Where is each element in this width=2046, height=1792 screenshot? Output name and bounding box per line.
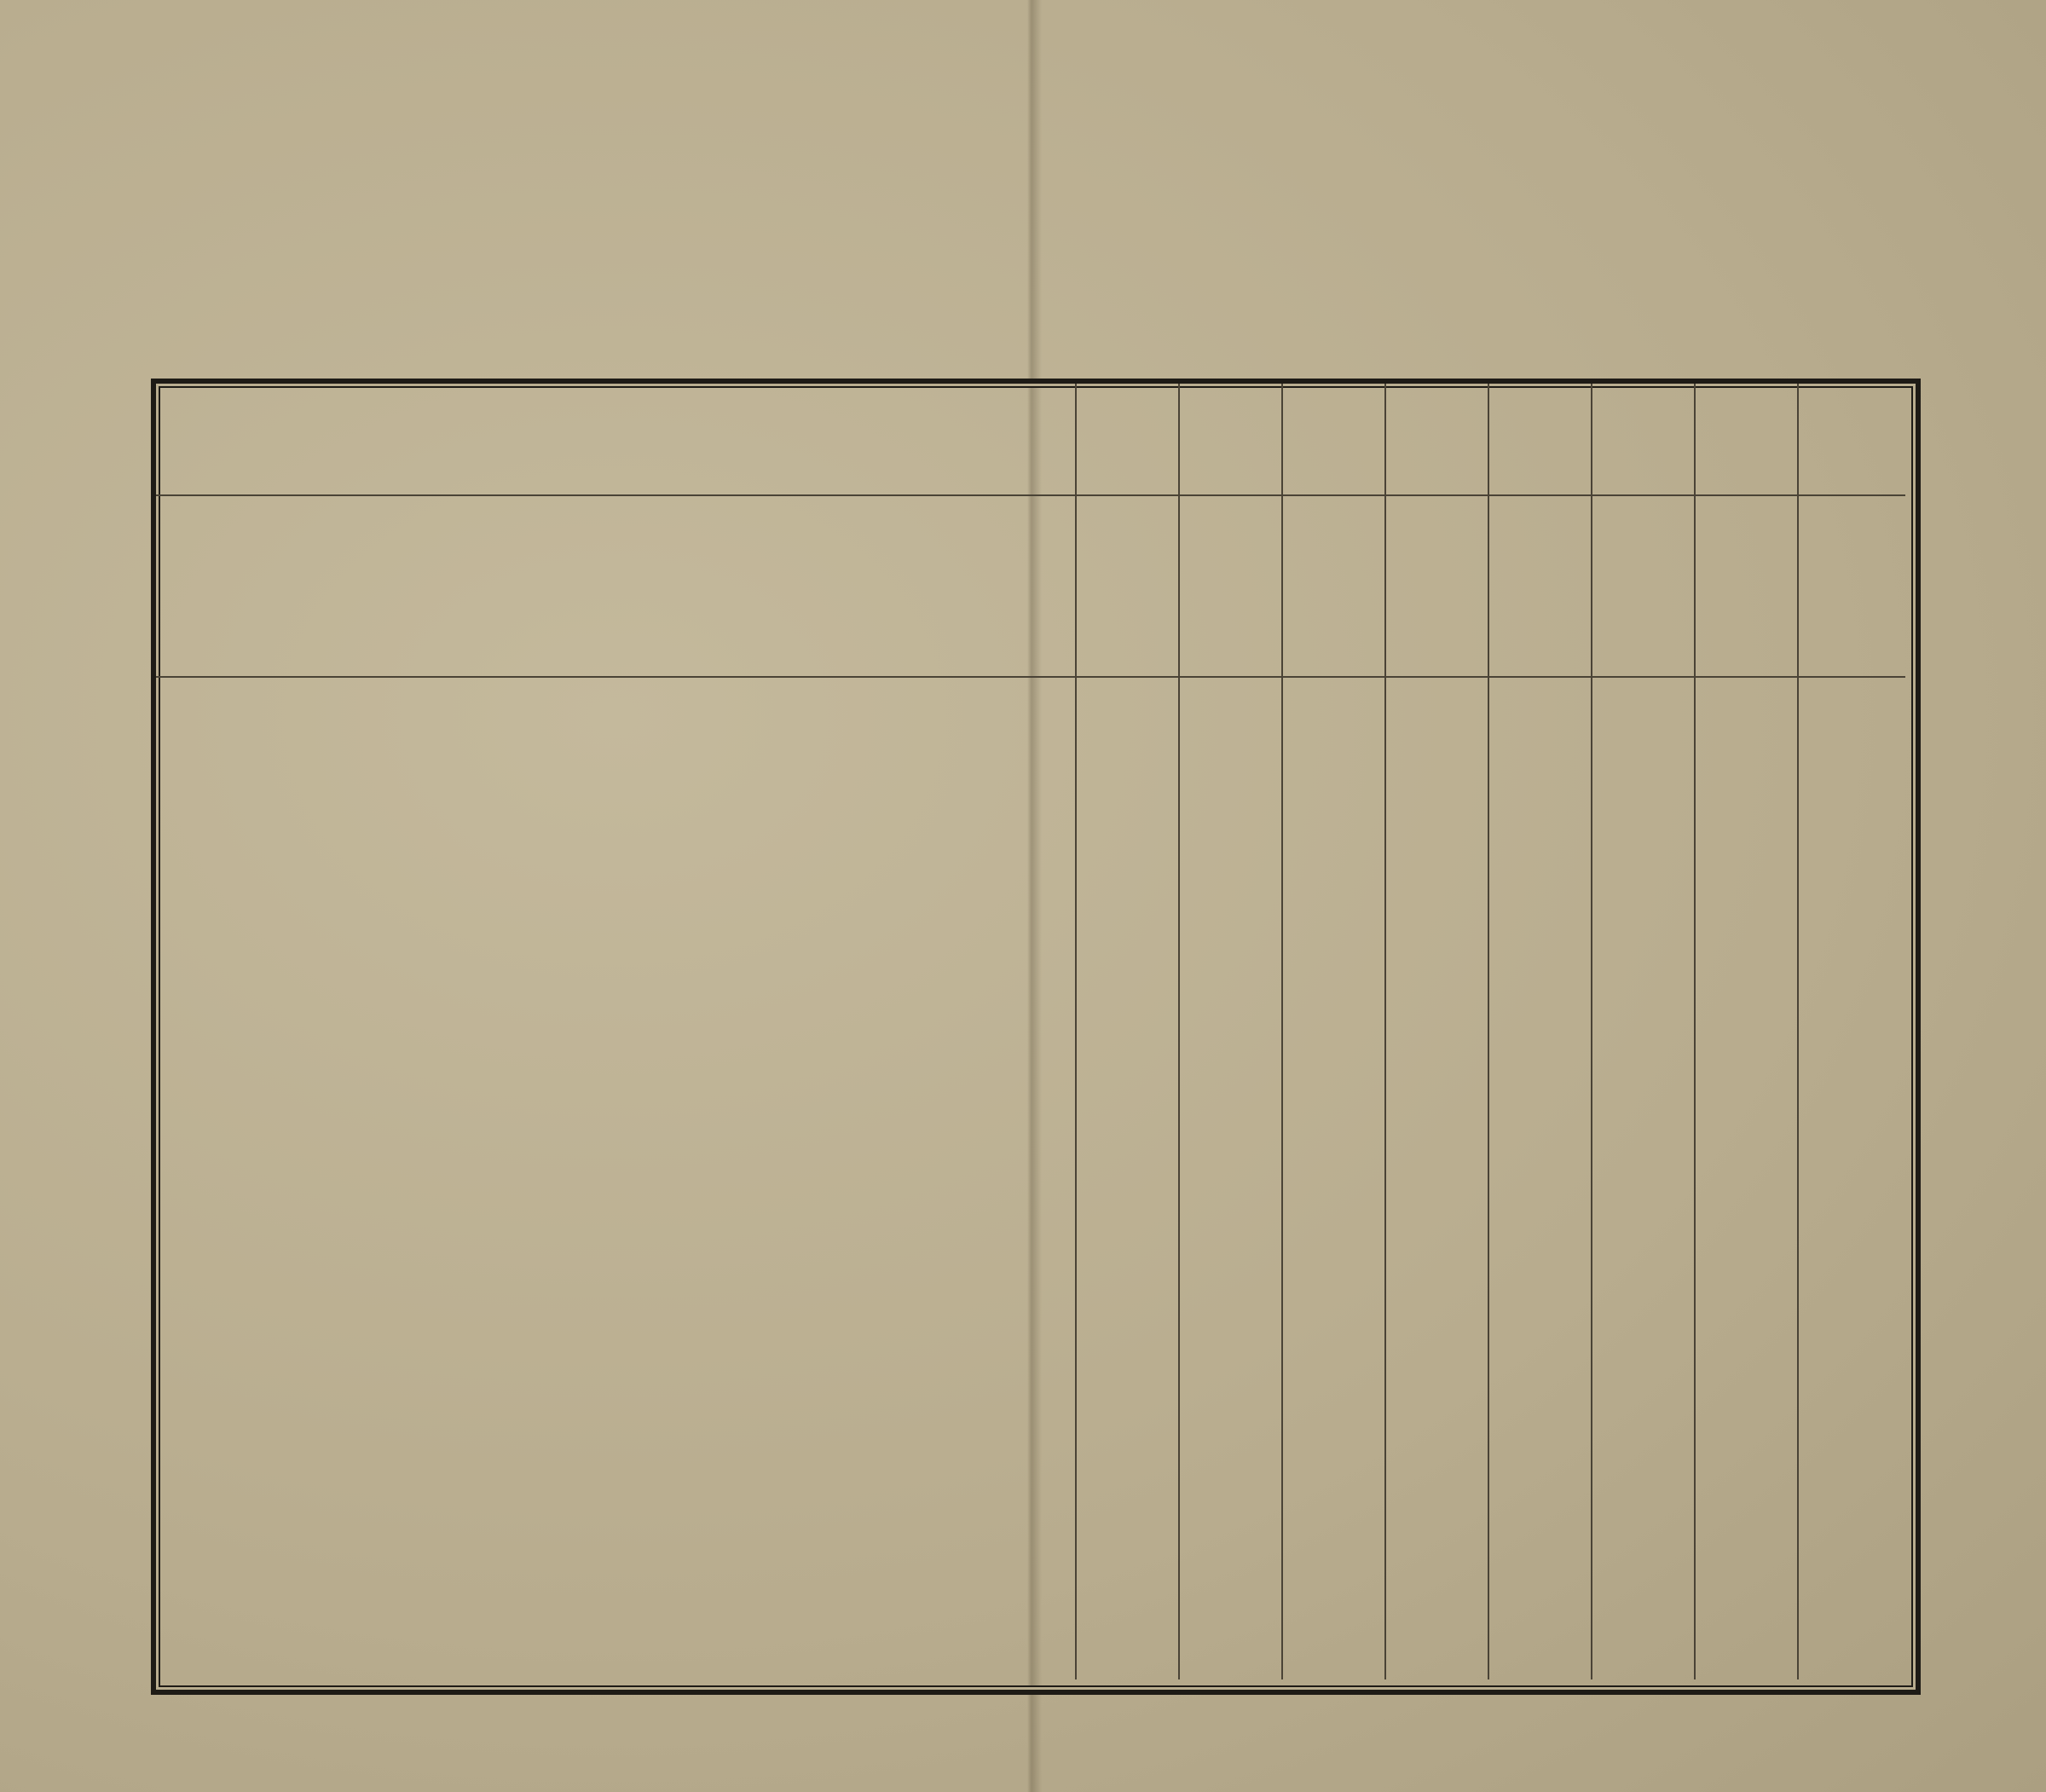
column-divider [1694, 384, 1797, 1679]
column-divider [1075, 384, 1178, 1679]
column-divider [1281, 384, 1384, 1679]
column-divider [1178, 384, 1281, 1679]
column-divider [1384, 384, 1488, 1679]
column-divider [1797, 384, 1905, 1679]
column-divider [1488, 384, 1591, 1679]
column-divider [1591, 384, 1694, 1679]
